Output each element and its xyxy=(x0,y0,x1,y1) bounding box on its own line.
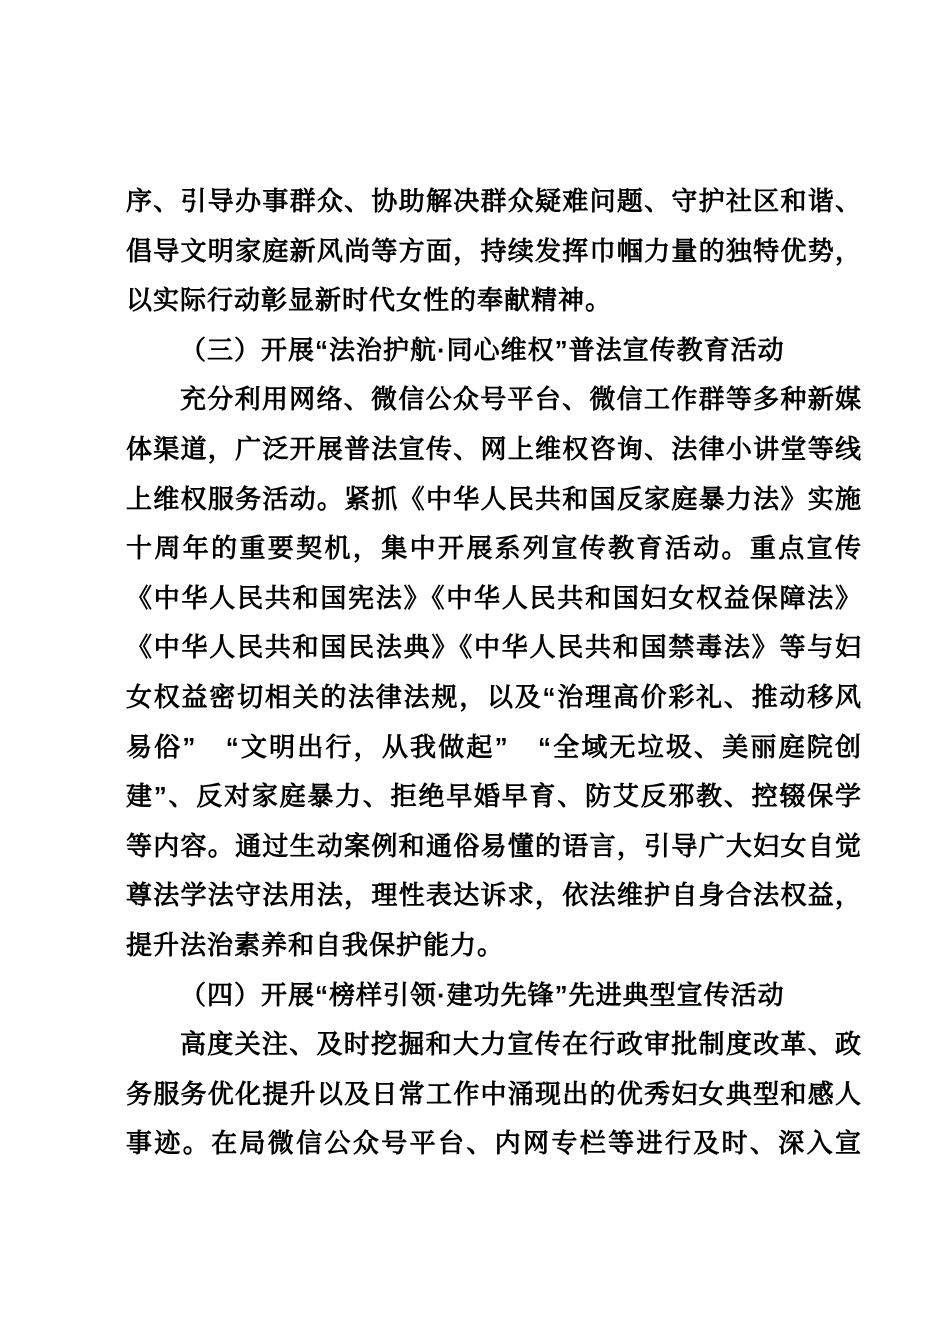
text-line: 高度关注、及时挖掘和大力宣传在行政审批制度改革、政 xyxy=(180,1029,862,1060)
text-line: 事迹。在局微信公众号平台、内网专栏等进行及时、深入宣 xyxy=(126,1128,862,1159)
text-line: 务服务优化提升以及日常工作中涌现出的优秀妇女典型和感人 xyxy=(126,1078,862,1109)
text-line: 倡导文明家庭新风尚等方面，持续发挥巾帼力量的独特优势， xyxy=(126,235,862,266)
text-line: 充分利用网络、微信公众号平台、微信工作群等多种新媒 xyxy=(180,384,862,415)
text-line: 提升法治素养和自我保护能力。 xyxy=(126,929,505,960)
text-line: 十周年的重要契机，集中开展系列宣传教育活动。重点宣传 xyxy=(126,533,862,564)
document-body xyxy=(126,177,862,1169)
text-line: 等内容。通过生动案例和通俗易懂的语言，引导广大妇女自觉 xyxy=(126,830,862,861)
text-line: 体渠道，广泛开展普法宣传、网上维权咨询、法律小讲堂等线 xyxy=(126,433,862,464)
text-line: 《中华人民共和国民法典》《中华人民共和国禁毒法》等与妇 xyxy=(126,632,862,663)
text-line: 上维权服务活动。紧抓《中华人民共和国反家庭暴力法》实施 xyxy=(126,483,862,514)
text-line: 女权益密切相关的法律法规，以及“治理高价彩礼、推动移风 xyxy=(126,681,862,712)
text-line: 易俗” “文明出行，从我做起” “全域无垃圾、美丽庭院创 xyxy=(126,731,862,762)
text-line: 序、引导办事群众、协助解决群众疑难问题、守护社区和谐、 xyxy=(126,186,862,216)
text-line: 建”、反对家庭暴力、拒绝早婚早育、防艾反邪教、控辍保学 xyxy=(126,781,862,812)
text-line: 以实际行动彰显新时代女性的奉献精神。 xyxy=(126,285,613,316)
text-line: 《中华人民共和国宪法》《中华人民共和国妇女权益保障法》 xyxy=(126,582,862,613)
section-heading: （三）开展“法治护航·同心维权”普法宣传教育活动 xyxy=(180,334,785,365)
section-heading: （四）开展“榜样引领·建功先锋”先进典型宣传活动 xyxy=(180,979,785,1010)
text-line: 尊法学法守法用法，理性表达诉求，依法维护自身合法权益， xyxy=(126,880,862,911)
